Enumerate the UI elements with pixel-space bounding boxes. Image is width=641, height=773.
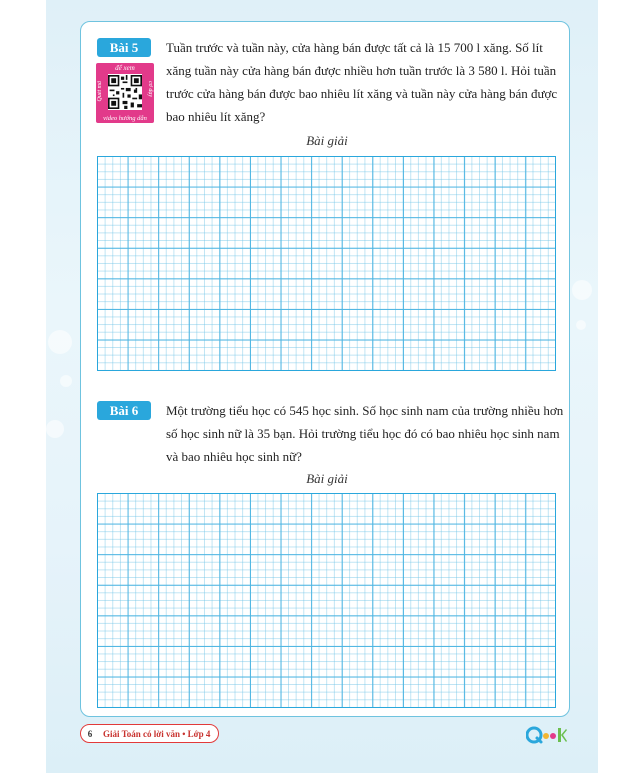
- problem-5-answer-grid[interactable]: [97, 156, 556, 371]
- qr-right-label: cơ dạy: [147, 81, 153, 98]
- problem-6-line: và bao nhiêu học sinh nữ?: [166, 449, 302, 464]
- decor-bubble: [60, 375, 72, 387]
- decor-bubble: [48, 330, 72, 354]
- problem-5-text: [166, 36, 566, 128]
- qr-code-icon: [108, 74, 142, 110]
- decor-bubble: [576, 320, 586, 330]
- qr-top-label: để xem: [115, 64, 135, 72]
- qr-left-label: Quét mã: [97, 81, 103, 102]
- problem-5-badge: Bài 5: [97, 38, 151, 57]
- qr-code-panel[interactable]: [96, 63, 154, 123]
- problem-5-solution-title: Bài giải: [306, 133, 348, 148]
- problem-6-badge: Bài 6: [97, 401, 151, 420]
- problem-6-text: [166, 399, 566, 468]
- problem-5-line: trước cửa hàng bán được bao nhiêu lít xăng và tuần này cửa hàng bán được: [166, 86, 558, 101]
- footer-book-label: [80, 724, 219, 743]
- problem-6-solution-title: Bài giải: [306, 471, 348, 486]
- problem-6-answer-grid[interactable]: [97, 493, 556, 708]
- problem-5-line: xăng tuần này cửa hàng bán được nhiều hơn tuần trước là 3 580 l. Hỏi tuần: [166, 63, 557, 78]
- book-title: Giải Toán có lời văn • Lớp 4: [103, 728, 211, 739]
- page-number: 6: [83, 727, 97, 741]
- problem-5-line: Tuần trước và tuần này, cửa hàng bán được tất cả là 15 700 l xăng. Số lít: [166, 40, 543, 55]
- qr-bottom-label: video hướng dẫn: [103, 115, 147, 122]
- decor-bubble: [572, 280, 592, 300]
- decor-bubble: [46, 420, 64, 438]
- problem-5-line: bao nhiêu lít xăng?: [166, 109, 266, 124]
- publisher-logo-icon: [526, 724, 568, 746]
- problem-6-line: số học sinh nữ là 35 bạn. Hỏi trường tiểu học đó có bao nhiêu học sinh nam: [166, 426, 560, 441]
- problem-6-line: Một trường tiểu học có 545 học sinh. Số học sinh nam của trường nhiều hơn: [166, 403, 564, 418]
